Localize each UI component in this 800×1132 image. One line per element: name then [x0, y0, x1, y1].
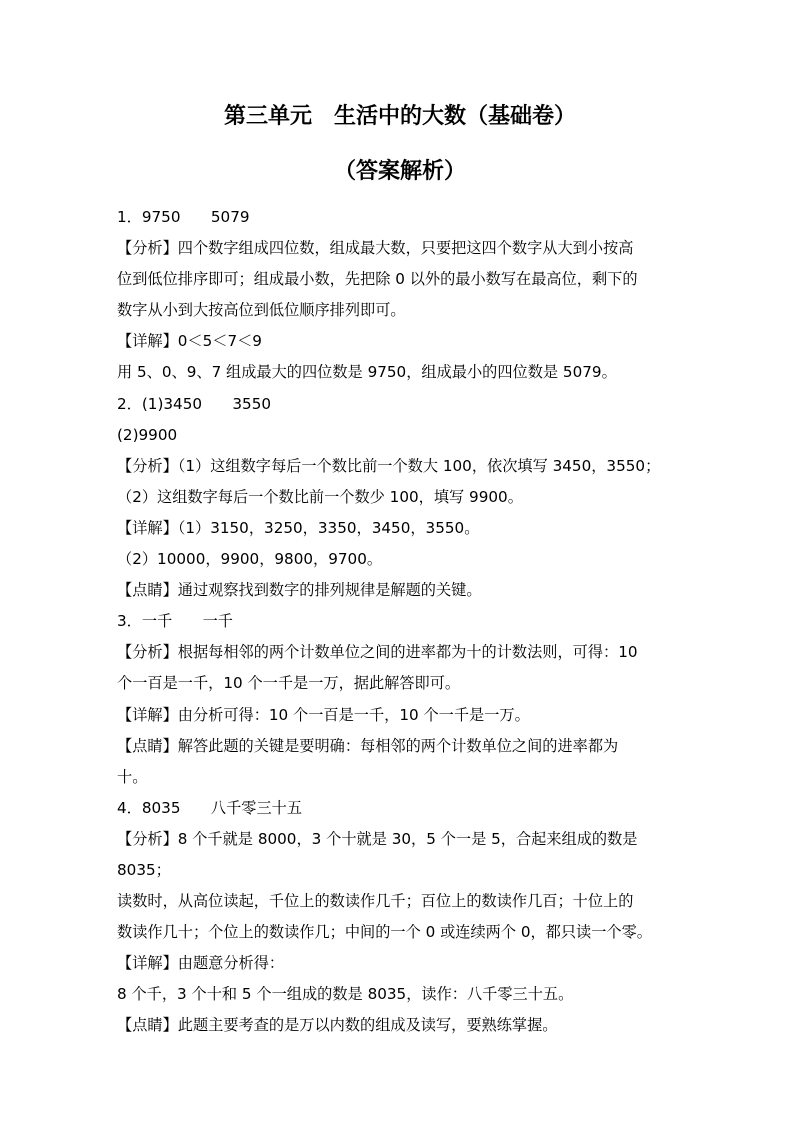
text-line: 位到低位排序即可；组成最小数，先把除 0 以外的最小数写在最高位，剩下的 [117, 270, 638, 289]
text-line: 【分析】8 个千就是 8000，3 个十就是 30，5 个一是 5，合起来组成的数是 [117, 829, 638, 848]
text-line: （2）这组数字每后一个数比前一个数少 100，填写 9900。 [117, 487, 523, 506]
text-line: 【详解】由分析可得：10 个一百是一千，10 个一千是一万。 [117, 705, 530, 724]
text-line: 【点睛】解答此题的关键是要明确：每相邻的两个计数单位之间的进率都为 [117, 736, 619, 755]
text-line: （2）10000，9900，9800，9700。 [117, 550, 383, 569]
text-line: (2)9900 [117, 425, 178, 444]
text-line: 【详解】0＜5＜7＜9 [117, 332, 262, 351]
text-line: 4．8035 八千零三十五 [117, 798, 303, 817]
text-line: 8 个千，3 个十和 5 个一组成的数是 8035，读作：八千零三十五。 [117, 985, 574, 1004]
text-line: 【分析】（1）这组数字每后一个数比前一个数大 100，依次填写 3450，3550； [117, 456, 661, 475]
text-line: 读数时，从高位读起，千位上的数读作几千；百位上的数读作几百；十位上的 [117, 892, 634, 911]
text-line: 8035； [117, 860, 171, 879]
document-title: 第三单元 生活中的大数（基础卷） [223, 104, 576, 129]
text-line: 数字从小到大按高位到低位顺序排列即可。 [117, 301, 406, 320]
document-subtitle: （答案解析） [333, 159, 466, 184]
text-line: 3．一千 一千 [117, 612, 233, 631]
answer-body [117, 202, 697, 1042]
text-line: 【点睛】通过观察找到数字的排列规律是解题的关键。 [117, 581, 482, 600]
text-line: 数读作几十；个位上的数读作几；中间的一个 0 或连续两个 0，都只读一个零。 [117, 923, 652, 942]
text-line: 【分析】四个数字组成四位数，组成最大数，只要把这四个数字从大到小按高 [117, 239, 634, 258]
text-line: 【详解】（1）3150，3250，3350，3450，3550。 [117, 518, 480, 537]
text-line: 用 5、0、9、7 组成最大的四位数是 9750，组成最小的四位数是 5079。 [117, 363, 617, 382]
text-line: 【分析】根据每相邻的两个计数单位之间的进率都为十的计数法则，可得：10 [117, 643, 638, 662]
text-line: 【详解】由题意分析得： [117, 954, 285, 973]
text-line: 2．(1)3450 3550 [117, 394, 272, 413]
text-line: 【点睛】此题主要考查的是万以内数的组成及读写，要熟练掌握。 [117, 1016, 558, 1035]
text-line: 个一百是一千，10 个一千是一万，据此解答即可。 [117, 674, 461, 693]
text-line: 1．9750 5079 [117, 208, 250, 226]
text-line: 十。 [117, 767, 148, 786]
